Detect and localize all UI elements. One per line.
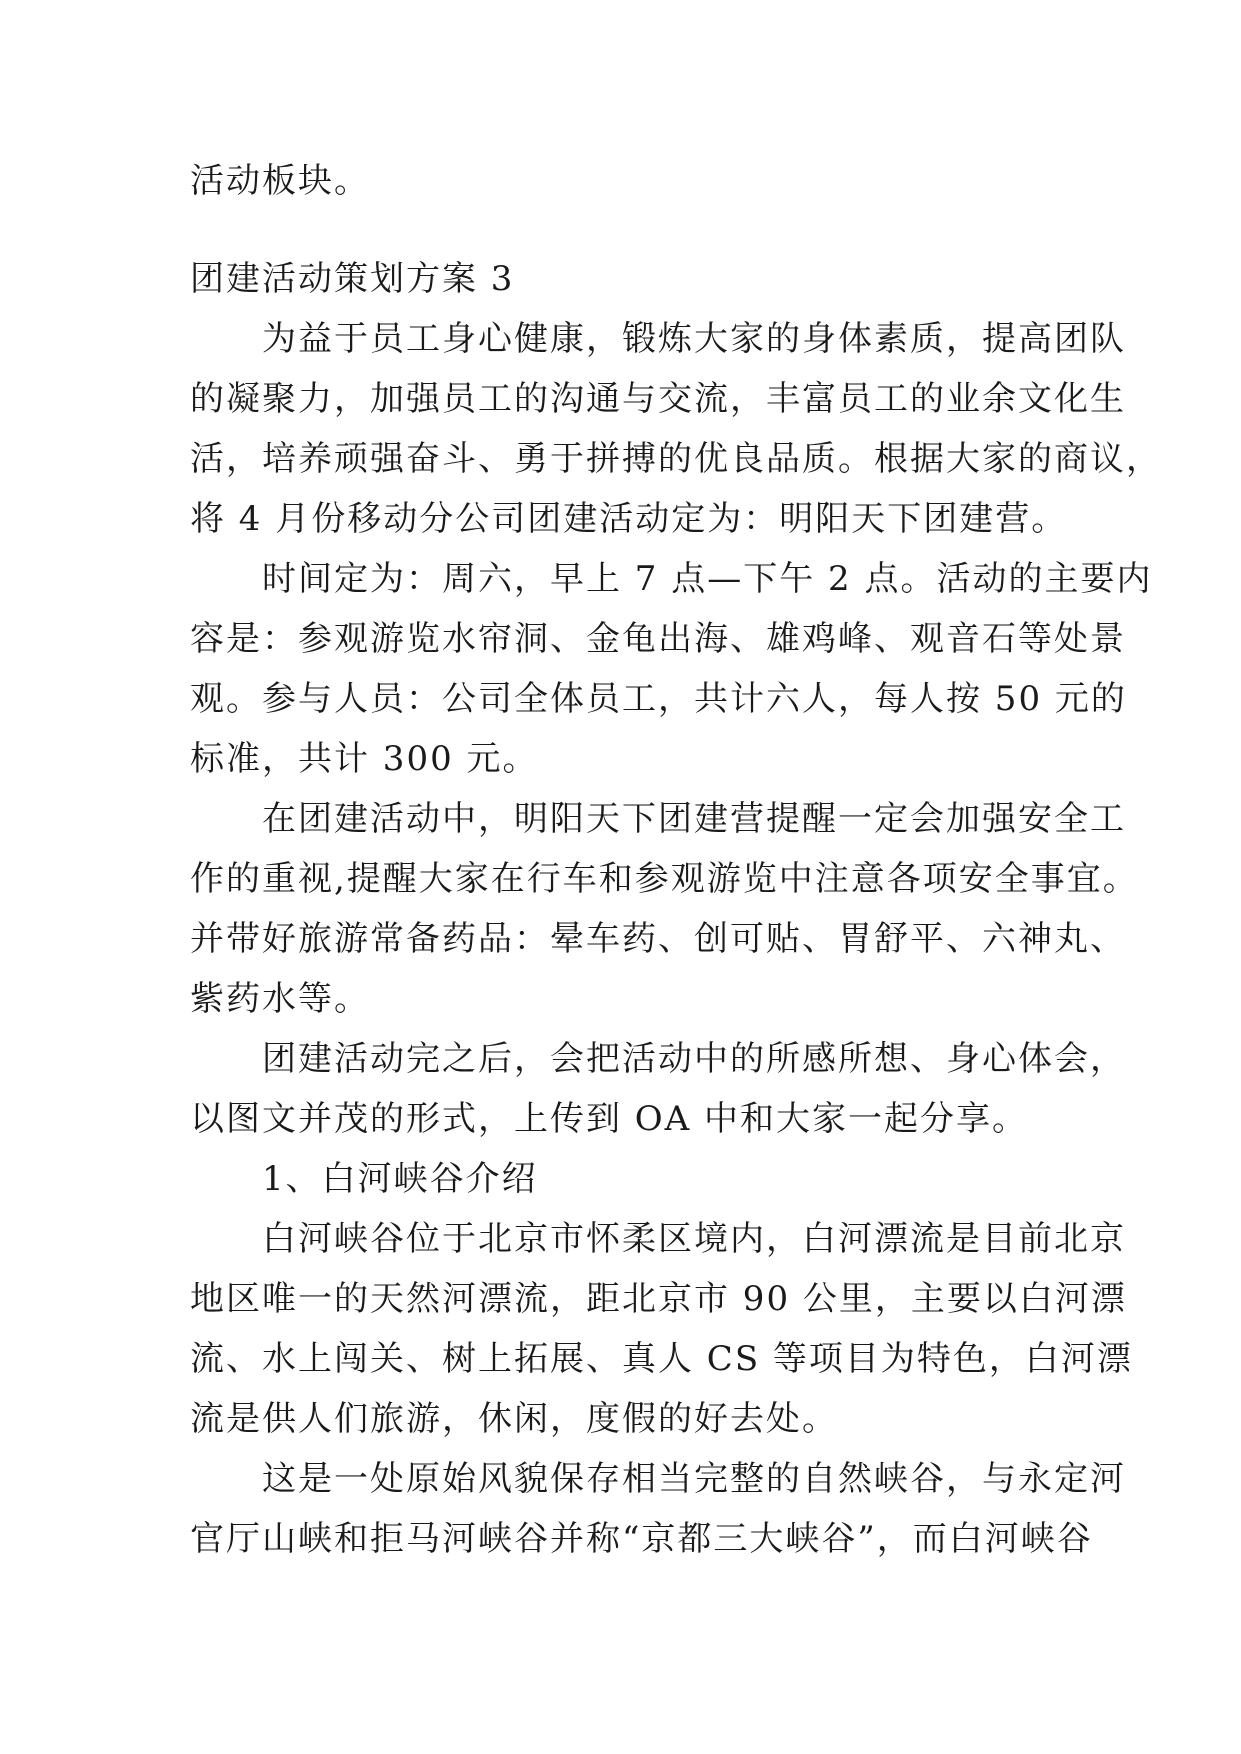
paragraph-line: 标准，共计 300 元。 xyxy=(190,739,539,779)
paragraph-line: 以图文并茂的形式，上传到 OA 中和大家一起分享。 xyxy=(190,1099,1029,1139)
paragraph-line: 官厅山峡和拒马河峡谷并称“京都三大峡谷”，而白河峡谷 xyxy=(190,1519,1093,1559)
paragraph-line: 活，培养顽强奋斗、勇于拼搏的优良品质。根据大家的商议， xyxy=(190,439,1162,479)
paragraph-line: 白河峡谷位于北京市怀柔区境内，白河漂流是目前北京 xyxy=(262,1219,1126,1259)
subsection-heading: 1、白河峡谷介绍 xyxy=(262,1159,538,1199)
paragraph-line: 团建活动完之后，会把活动中的所感所想、身心体会， xyxy=(262,1039,1126,1079)
paragraph-line: 观。参与人员：公司全体员工，共计六人，每人按 50 元的 xyxy=(190,679,1127,719)
paragraph-line: 的凝聚力，加强员工的沟通与交流，丰富员工的业余文化生 xyxy=(190,379,1126,419)
paragraph-line: 流是供人们旅游，休闲，度假的好去处。 xyxy=(190,1399,838,1439)
paragraph-line: 活动板块。 xyxy=(190,161,370,201)
paragraph-line: 这是一处原始风貌保存相当完整的自然峡谷，与永定河 xyxy=(262,1459,1126,1499)
blank-line xyxy=(190,211,1060,249)
paragraph-line: 紫药水等。 xyxy=(190,979,370,1019)
paragraph-line: 将 4 月份移动分公司团建活动定为：明阳天下团建营。 xyxy=(190,499,1068,539)
paragraph-line: 地区唯一的天然河漂流，距北京市 90 公里，主要以白河漂 xyxy=(190,1279,1127,1319)
paragraph-line: 在团建活动中，明阳天下团建营提醒一定会加强安全工 xyxy=(262,799,1126,839)
paragraph-line: 时间定为：周六，早上 7 点—下午 2 点。活动的主要内 xyxy=(262,559,1153,599)
paragraph-line: 并带好旅游常备药品：晕车药、创可贴、胃舒平、六神丸、 xyxy=(190,919,1126,959)
paragraph-line: 作的重视,提醒大家在行车和参观游览中注意各项安全事宜。 xyxy=(190,859,1139,899)
paragraph-line: 流、水上闯关、树上拓展、真人 CS 等项目为特色，白河漂 xyxy=(190,1339,1133,1379)
paragraph-line: 容是：参观游览水帘洞、金龟出海、雄鸡峰、观音石等处景 xyxy=(190,619,1126,659)
section-title: 团建活动策划方案 3 xyxy=(190,259,515,299)
paragraph-line: 为益于员工身心健康，锻炼大家的身体素质，提高团队 xyxy=(262,319,1126,359)
document-body xyxy=(190,151,1162,1569)
